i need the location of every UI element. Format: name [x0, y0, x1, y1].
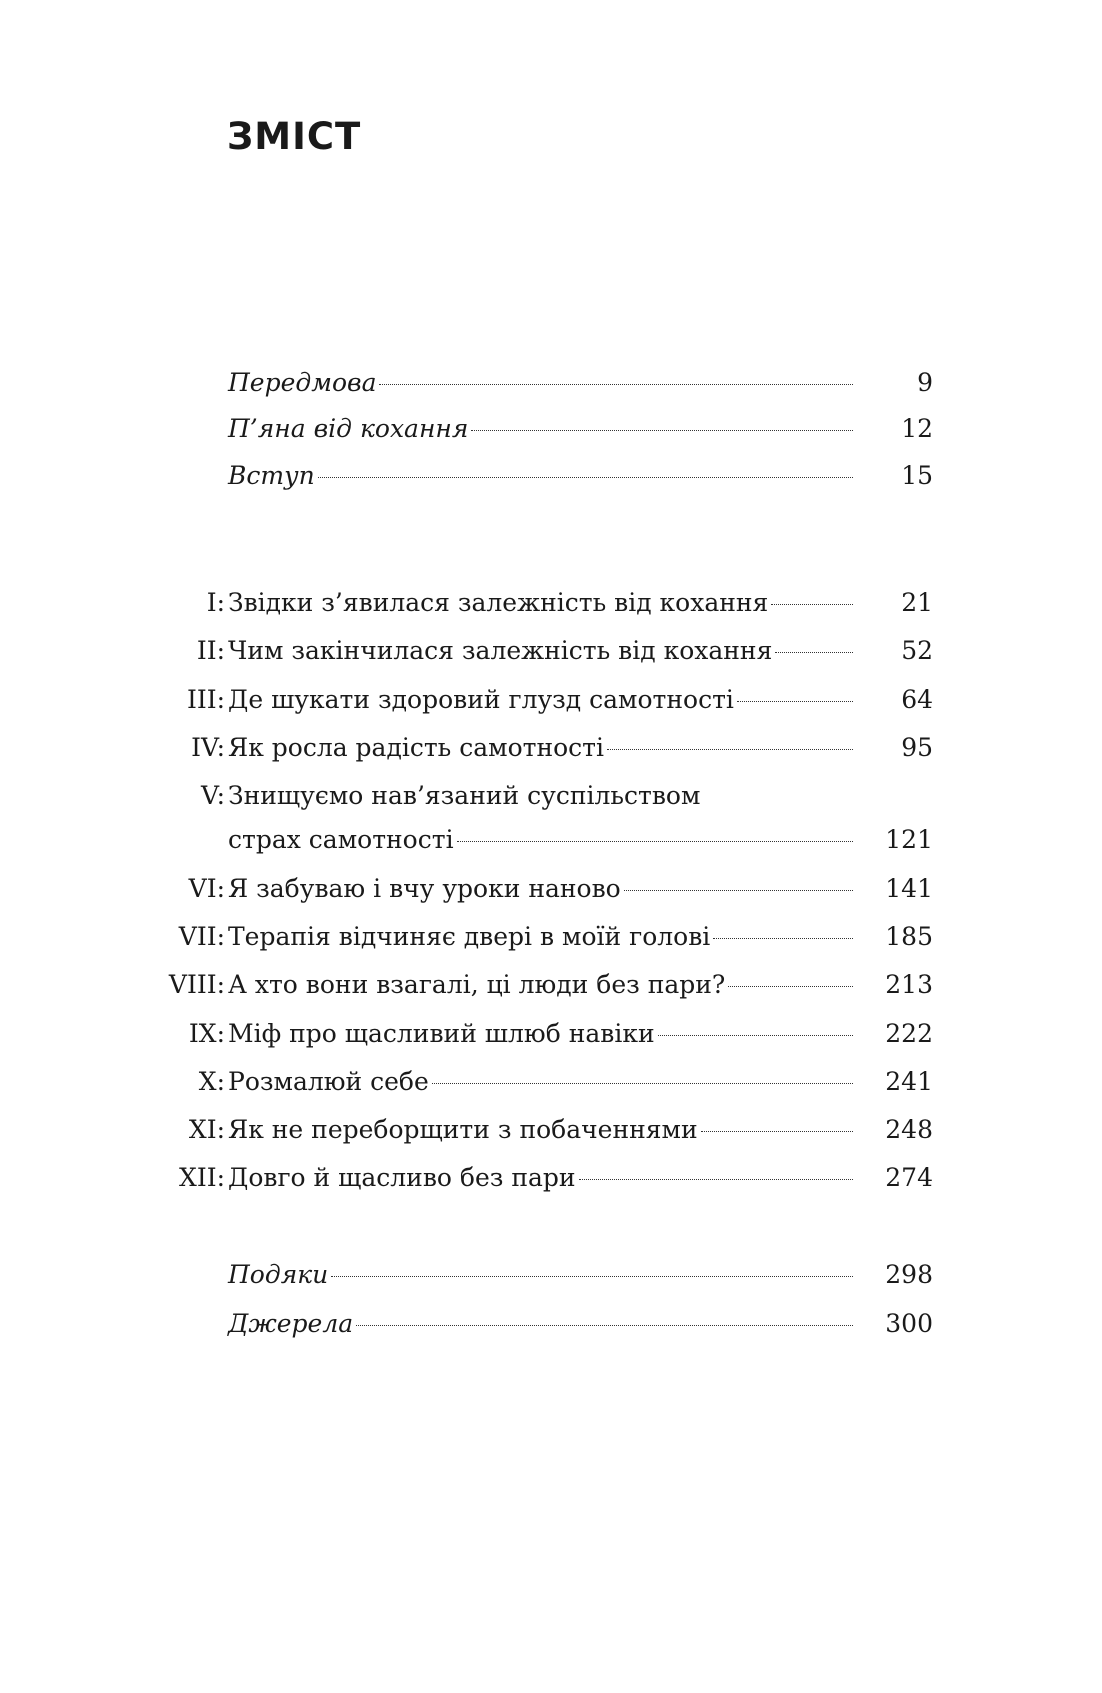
entry-page-number: 274	[885, 1163, 933, 1192]
chapter-number: I:	[206, 588, 225, 617]
entry-page-number: 21	[901, 588, 933, 617]
dot-leader	[356, 1325, 853, 1326]
entry-title: Чим закінчилася залежність від кохання	[228, 636, 773, 665]
entry-page-number: 121	[885, 825, 933, 854]
entry-page-number: 95	[901, 733, 933, 762]
entry-title: Як росла радість самотності	[228, 733, 605, 762]
toc-entry-front-2[interactable]	[0, 409, 1102, 449]
dot-leader	[624, 890, 853, 891]
dot-leader	[701, 1131, 853, 1132]
chapter-number: X:	[198, 1067, 225, 1096]
entry-page-number: 185	[885, 922, 933, 951]
entry-title: Передмова	[228, 368, 377, 397]
dot-leader	[331, 1276, 853, 1277]
toc-entry-chapter-1[interactable]	[0, 583, 1102, 623]
chapter-number: XII:	[179, 1163, 225, 1192]
toc-entry-chapter-2[interactable]	[0, 631, 1102, 671]
entry-title: Міф про щасливий шлюб навіки	[228, 1019, 655, 1048]
entry-title: Джерела	[228, 1309, 354, 1338]
entry-title: Я забуваю і вчу уроки наново	[228, 874, 621, 903]
page-title: ЗМІСТ	[227, 115, 362, 158]
entry-page-number: 141	[885, 874, 933, 903]
chapter-number: XI:	[188, 1115, 225, 1144]
toc-entry-chapter-9[interactable]	[0, 1014, 1102, 1054]
dot-leader	[771, 604, 853, 605]
dot-leader	[471, 430, 853, 431]
entry-page-number: 52	[901, 636, 933, 665]
toc-entry-chapter-4[interactable]	[0, 728, 1102, 768]
toc-entry-front-3[interactable]	[0, 456, 1102, 496]
entry-title: Вступ	[228, 461, 315, 490]
toc-entry-chapter-12[interactable]	[0, 1158, 1102, 1198]
chapter-number: II:	[196, 636, 225, 665]
chapter-number: VII:	[178, 922, 225, 951]
dot-leader	[318, 477, 853, 478]
entry-title: Терапія відчиняє двері в моїй голові	[228, 922, 711, 951]
entry-page-number: 222	[885, 1019, 933, 1048]
toc-entry-front-1[interactable]	[0, 363, 1102, 403]
entry-page-number: 213	[885, 970, 933, 999]
entry-page-number: 248	[885, 1115, 933, 1144]
dot-leader	[713, 938, 853, 939]
entry-title: Де шукати здоровий глузд самотності	[228, 685, 734, 714]
dot-leader	[728, 986, 853, 987]
chapter-number: IV:	[191, 733, 225, 762]
chapter-number: IX:	[188, 1019, 225, 1048]
dot-leader	[658, 1035, 853, 1036]
toc-entry-chapter-3[interactable]	[0, 680, 1102, 720]
dot-leader	[379, 384, 853, 385]
entry-page-number: 298	[885, 1260, 933, 1289]
dot-leader	[775, 652, 853, 653]
toc-entry-chapter-6[interactable]	[0, 869, 1102, 909]
entry-page-number: 300	[885, 1309, 933, 1338]
toc-entry-back-2[interactable]	[0, 1304, 1102, 1344]
chapter-number: VI:	[188, 874, 225, 903]
entry-title: А хто вони взагалі, ці люди без пари?	[228, 970, 726, 999]
chapter-number: VIII:	[168, 970, 225, 999]
toc-entry-chapter-10[interactable]	[0, 1062, 1102, 1102]
toc-entry-chapter-11[interactable]	[0, 1110, 1102, 1150]
toc-entry-chapter-5[interactable]	[0, 776, 1102, 860]
entry-page-number: 64	[901, 685, 933, 714]
dot-leader	[607, 749, 853, 750]
toc-entry-back-1[interactable]	[0, 1255, 1102, 1295]
entry-title: страх самотності	[228, 825, 454, 854]
entry-page-number: 12	[901, 414, 933, 443]
entry-title: Як не переборщити з побаченнями	[228, 1115, 698, 1144]
entry-title: Довго й щасливо без пари	[228, 1163, 576, 1192]
entry-title: Подяки	[228, 1260, 329, 1289]
entry-title-line-1: Знищуємо нав’язаний суспільством	[228, 781, 701, 810]
entry-page-number: 9	[917, 368, 933, 397]
entry-title: Звідки з’явилася залежність від кохання	[228, 588, 769, 617]
entry-page-number: 15	[901, 461, 933, 490]
chapter-number: III:	[186, 685, 225, 714]
dot-leader	[579, 1179, 853, 1180]
dot-leader	[737, 701, 853, 702]
dot-leader	[432, 1083, 853, 1084]
entry-title: Розмалюй себе	[228, 1067, 429, 1096]
chapter-number: V:	[201, 781, 225, 810]
entry-title: П’яна від кохання	[228, 414, 469, 443]
toc-entry-chapter-7[interactable]	[0, 917, 1102, 957]
toc-entry-chapter-8[interactable]	[0, 965, 1102, 1005]
entry-page-number: 241	[885, 1067, 933, 1096]
dot-leader	[457, 841, 853, 842]
